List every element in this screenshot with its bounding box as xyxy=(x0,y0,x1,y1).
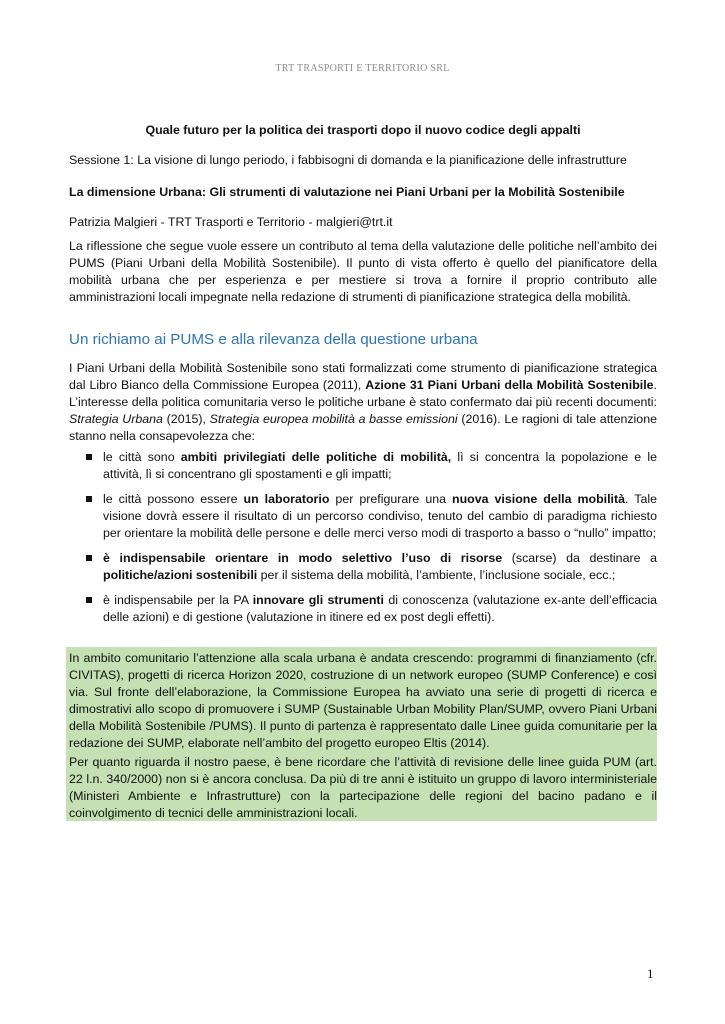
text-run: per prefigurare una xyxy=(329,492,453,506)
bold-run: innovare gli strumenti xyxy=(252,593,384,607)
box-paragraph: In ambito comunitario l’attenzione alla scala urbana è andata crescendo: programmi di finanziamento (cfr. CIVITAS), progetti di ricerca Horizon 2020, costruzione di un network europeo (SUMP Conference) e così via. Sul fronte dell’elaborazione, la Commissione Europea ha avviato una serie di progetti di ricerca e dimostrativi allo scopo di promuovere i SUMP (Sustainable Urban Mobility Plan/SUMP, ovvero Piani Urbani della Mobilità Sostenibile /PUMS). Il punto di partenza è rappresentato dalle Linee guida comunitarie per la redazione dei SUMP, elaborate nell’ambito del progetto europeo Eltis (2014). xyxy=(69,651,657,750)
text-run: lì si concentra la popolazione e le attività, lì si concentrano gli spostamenti e gli impatti; xyxy=(103,450,657,481)
text-run: di conoscenza (valutazione ex-ante dell’efficacia delle azioni) e di gestione (valutazione in itinere ed ex post degli effetti). xyxy=(103,593,657,624)
text-run: (2016). Le ragioni di tale attenzione stanno nella consapevolezza che: xyxy=(69,412,657,443)
text-run: (scarse) da destinare a xyxy=(502,551,657,565)
list-item xyxy=(69,491,657,542)
text-run: . L’interesse della politica comunitaria verso le politiche urbane è stato confermato dai più recenti documenti: xyxy=(69,378,657,409)
list-item xyxy=(69,449,657,483)
text-run: le città possono essere xyxy=(103,492,244,506)
intro-paragraph: La riflessione che segue vuole essere un contributo al tema della valutazione delle politiche nell’ambito dei PUMS (Piani Urbani della Mobilità Sostenibile). Il punto di vista offerto è quello del pianificatore della mobilità urbana che per esperienza e per mestiere si trova a fornire il proprio contributo alle amministrazioni locali impegnate nella redazione di strumenti di pianificazione strategica della mobilità. xyxy=(69,239,657,304)
list-item xyxy=(69,592,657,626)
text-run: è indispensabile per la PA xyxy=(103,593,253,607)
text-run: per il sistema della mobilità, l’ambiente, l’inclusione sociale, ecc.; xyxy=(257,568,616,582)
page-number: 1 xyxy=(647,966,654,981)
section-heading: Un richiamo ai PUMS e alla rilevanza della questione urbana xyxy=(69,331,478,348)
box-paragraph: Per quanto riguarda il nostro paese, è bene ricordare che l’attività di revisione delle linee guida PUM (art. 22 l.n. 340/2000) non si è ancora conclusa. Da più di tre anni è istituito un gruppo di lavoro interministeriale (Ministeri Ambiente e Infrastrutture) con la partecipazione delle regioni del bacino padano e il coinvolgimento di tecnici delle amministrazioni locali. xyxy=(69,755,657,820)
square-bullet-icon xyxy=(86,454,92,460)
bold-run: ambiti privilegiati delle politiche di mobilità, xyxy=(180,450,452,464)
italic-run: Strategia europea mobilità a basse emissioni xyxy=(209,412,458,426)
square-bullet-icon xyxy=(86,555,92,561)
bold-run: nuova visione della mobilità xyxy=(452,492,626,506)
bold-run: è indispensabile orientare in modo selettivo l’uso di risorse xyxy=(103,551,503,565)
document-subtitle: La dimensione Urbana: Gli strumenti di valutazione nei Piani Urbani per la Mobilità Sostenibile xyxy=(69,185,625,199)
section-paragraph xyxy=(69,360,657,445)
author-line: Patrizia Malgieri - TRT Trasporti e Territorio - malgieri@trt.it xyxy=(69,215,393,229)
italic-run: Strategia Urbana xyxy=(69,412,163,426)
square-bullet-icon xyxy=(86,496,92,502)
bold-run: un laboratorio xyxy=(243,492,330,506)
text-run: le città sono xyxy=(103,450,181,464)
bold-run: Azione 31 Piani Urbani della Mobilità Sostenibile xyxy=(365,378,654,392)
bullet-list xyxy=(69,449,657,634)
document-title: Quale futuro per la politica dei trasporti dopo il nuovo codice degli appalti xyxy=(145,123,581,137)
text-run: (2015), xyxy=(162,412,210,426)
list-item xyxy=(69,550,657,584)
highlight-box xyxy=(66,647,657,821)
bold-run: politiche/azioni sostenibili xyxy=(103,568,258,582)
text-run: I Piani Urbani della Mobilità Sostenibile sono stati formalizzati come strumento di pianificazione strategica dal Libro Bianco della Commissione Europea (2011), xyxy=(69,361,657,392)
square-bullet-icon xyxy=(86,597,92,603)
page-header: TRT TRASPORTI E TERRITORIO SRL xyxy=(275,63,450,74)
session-line: Sessione 1: La visione di lungo periodo, i fabbisogni di domanda e la pianificazione delle infrastrutture xyxy=(69,153,627,167)
text-run: . Tale visione dovrà essere il risultato di un percorso condiviso, tenuto del cambio di paradigma richiesto per orientare la mobilità delle persone e delle merci verso modi di trasporto a basso o “nullo” impatto; xyxy=(103,492,657,540)
